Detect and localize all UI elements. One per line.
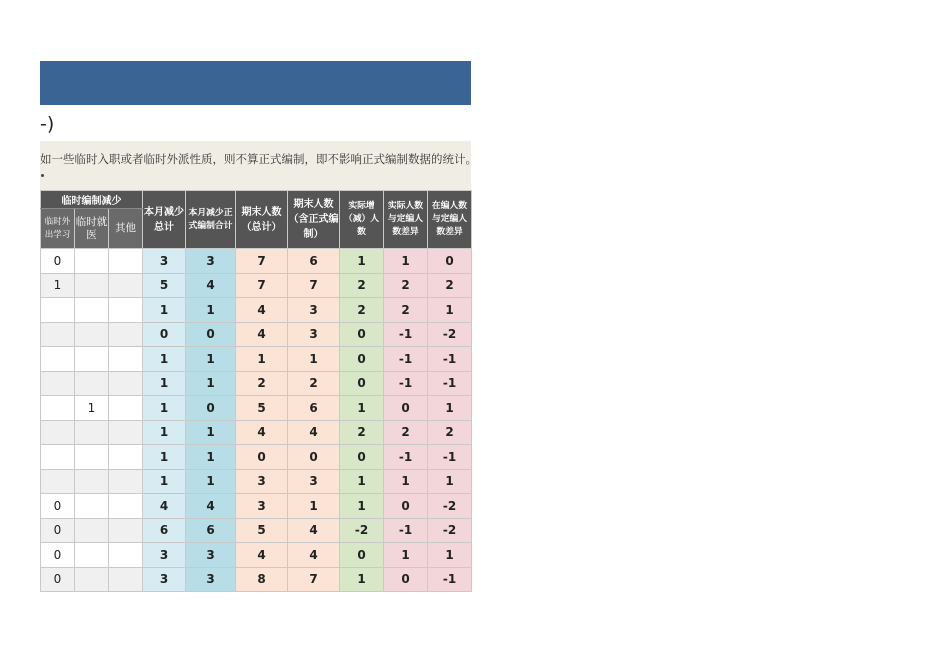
header-sub-study: 临时外出学习 — [41, 209, 75, 249]
header-col-3: 期末人数（总计） — [236, 191, 288, 249]
table-cell: 1 — [340, 567, 384, 592]
table-cell: 1 — [428, 298, 472, 323]
table-cell — [75, 494, 109, 519]
table-cell — [41, 445, 75, 470]
table-cell: 3 — [186, 567, 236, 592]
table-row — [41, 298, 472, 323]
table-body — [41, 249, 472, 592]
table-cell — [75, 469, 109, 494]
table-cell: 1 — [143, 371, 186, 396]
title-banner — [40, 61, 471, 105]
table-cell — [41, 298, 75, 323]
table-cell — [75, 347, 109, 372]
table-cell: 4 — [186, 273, 236, 298]
table-cell — [109, 249, 143, 274]
table-cell — [41, 371, 75, 396]
table-cell: 7 — [236, 273, 288, 298]
table-cell: 4 — [288, 420, 340, 445]
table-cell: 0 — [340, 543, 384, 568]
table-cell — [109, 518, 143, 543]
table-cell: 6 — [288, 396, 340, 421]
header-sub-other: 其他 — [109, 209, 143, 249]
table-row — [41, 469, 472, 494]
table-row — [41, 347, 472, 372]
table-row — [41, 445, 472, 470]
table-cell: -1 — [428, 567, 472, 592]
table-cell — [109, 322, 143, 347]
table-cell — [109, 494, 143, 519]
table-cell: 0 — [384, 567, 428, 592]
table-cell — [41, 347, 75, 372]
table-cell: 1 — [428, 396, 472, 421]
table-cell — [75, 518, 109, 543]
table-cell: 3 — [288, 469, 340, 494]
table-row — [41, 396, 472, 421]
table-cell: 1 — [41, 273, 75, 298]
table-cell — [109, 469, 143, 494]
table-cell: 3 — [143, 567, 186, 592]
table-cell: 0 — [41, 567, 75, 592]
table-cell: 1 — [186, 420, 236, 445]
header-col-2: 本月减少正式编制合计 — [186, 191, 236, 249]
table-cell: 0 — [236, 445, 288, 470]
table-cell: 0 — [340, 445, 384, 470]
table-cell: 1 — [143, 420, 186, 445]
table-cell: 3 — [186, 249, 236, 274]
table-cell: -1 — [384, 518, 428, 543]
table-cell: 1 — [384, 249, 428, 274]
table-cell: 1 — [340, 494, 384, 519]
table-cell: 1 — [428, 469, 472, 494]
header-col-5: 实际增（减）人数 — [340, 191, 384, 249]
table-cell: 6 — [143, 518, 186, 543]
table-cell: 6 — [288, 249, 340, 274]
table-row — [41, 322, 472, 347]
table-cell: 4 — [236, 420, 288, 445]
table-cell — [109, 567, 143, 592]
table-cell: 2 — [384, 298, 428, 323]
header-col-7: 在编人数与定编人数差异 — [428, 191, 472, 249]
table-cell — [75, 249, 109, 274]
table-cell: 4 — [186, 494, 236, 519]
table-cell — [75, 445, 109, 470]
table-cell: 5 — [236, 518, 288, 543]
table-cell: 0 — [428, 249, 472, 274]
table-cell: 0 — [41, 249, 75, 274]
header-col-6: 实际人数与定编人数差异 — [384, 191, 428, 249]
table-cell: -2 — [428, 518, 472, 543]
table-cell: -1 — [384, 347, 428, 372]
table-cell: 1 — [143, 396, 186, 421]
table-row — [41, 371, 472, 396]
section-heading-fragment: -) — [40, 113, 55, 135]
table-cell — [75, 298, 109, 323]
table-cell — [41, 322, 75, 347]
header-sub-medical: 临时就医 — [75, 209, 109, 249]
table-cell: 1 — [384, 469, 428, 494]
table-cell: 1 — [75, 396, 109, 421]
table-cell: 1 — [428, 543, 472, 568]
table-cell: 1 — [143, 469, 186, 494]
table-cell: 7 — [288, 567, 340, 592]
table-cell: 1 — [143, 347, 186, 372]
table-cell: -1 — [384, 371, 428, 396]
table-cell: 3 — [186, 543, 236, 568]
table-cell: 1 — [186, 298, 236, 323]
note-text: 如一些临时入职或者临时外派性质，则不算正式编制，即不影响正式编制数据的统计。 — [40, 152, 477, 166]
table-row — [41, 494, 472, 519]
table-cell — [109, 445, 143, 470]
table-cell: 4 — [288, 518, 340, 543]
table-cell: 2 — [236, 371, 288, 396]
table-cell — [75, 420, 109, 445]
header-temp-reduction: 临时编制减少 — [41, 191, 143, 209]
table-cell — [109, 371, 143, 396]
table-cell: 0 — [340, 322, 384, 347]
table-cell: 1 — [236, 347, 288, 372]
table-cell: 1 — [186, 445, 236, 470]
table-cell: 2 — [384, 420, 428, 445]
table-cell: 5 — [143, 273, 186, 298]
table-cell — [41, 469, 75, 494]
table-cell — [75, 273, 109, 298]
table-cell: 3 — [288, 298, 340, 323]
table-cell: -2 — [340, 518, 384, 543]
table-cell — [75, 322, 109, 347]
table-cell: 2 — [340, 273, 384, 298]
table-cell: 6 — [186, 518, 236, 543]
table-cell: 5 — [236, 396, 288, 421]
staffing-table — [40, 190, 472, 592]
table-cell: 0 — [384, 494, 428, 519]
table-cell: -1 — [428, 445, 472, 470]
table-row — [41, 518, 472, 543]
table-cell: 0 — [340, 347, 384, 372]
table-cell: 1 — [340, 396, 384, 421]
table-cell: -2 — [428, 322, 472, 347]
table-cell: 0 — [41, 518, 75, 543]
table-cell: 3 — [236, 494, 288, 519]
table-cell: 2 — [384, 273, 428, 298]
table-cell: 1 — [340, 469, 384, 494]
table-cell — [109, 273, 143, 298]
table-cell: 3 — [236, 469, 288, 494]
header-col-4: 期末人数（含正式编制） — [288, 191, 340, 249]
table-cell: 1 — [143, 445, 186, 470]
table-cell: 0 — [186, 322, 236, 347]
table-cell: 1 — [143, 298, 186, 323]
bullet-dot — [41, 174, 44, 177]
table-cell: 2 — [288, 371, 340, 396]
table-cell: 0 — [143, 322, 186, 347]
table-cell: 2 — [340, 298, 384, 323]
table-cell: 0 — [340, 371, 384, 396]
table-cell: 3 — [143, 249, 186, 274]
table-cell: 1 — [340, 249, 384, 274]
table-cell: 2 — [428, 420, 472, 445]
table-cell: -2 — [428, 494, 472, 519]
header-col-1: 本月减少总计 — [143, 191, 186, 249]
table-cell — [41, 420, 75, 445]
table-cell: 4 — [236, 322, 288, 347]
table-cell: 1 — [288, 494, 340, 519]
table-cell: 0 — [186, 396, 236, 421]
table-cell — [109, 298, 143, 323]
table-cell: -1 — [428, 347, 472, 372]
table-cell: 1 — [186, 347, 236, 372]
table-row — [41, 420, 472, 445]
table-cell: -1 — [384, 322, 428, 347]
table-cell — [75, 371, 109, 396]
table-cell: 1 — [186, 469, 236, 494]
table-cell: 3 — [143, 543, 186, 568]
table-cell — [109, 347, 143, 372]
table-row — [41, 567, 472, 592]
table-cell: 0 — [41, 494, 75, 519]
table-row — [41, 273, 472, 298]
table-cell — [41, 396, 75, 421]
table-cell: 4 — [236, 298, 288, 323]
table-cell: 0 — [288, 445, 340, 470]
table-cell — [109, 543, 143, 568]
table-cell — [75, 567, 109, 592]
table-cell: -1 — [384, 445, 428, 470]
table-cell: 3 — [288, 322, 340, 347]
table-cell: 0 — [41, 543, 75, 568]
table-cell: 4 — [288, 543, 340, 568]
table-cell: -1 — [428, 371, 472, 396]
table-cell: 4 — [143, 494, 186, 519]
table-cell: 0 — [384, 396, 428, 421]
table-cell: 2 — [428, 273, 472, 298]
table-row — [41, 249, 472, 274]
table-cell: 1 — [186, 371, 236, 396]
table-row — [41, 543, 472, 568]
table-cell: 7 — [288, 273, 340, 298]
table-cell: 1 — [288, 347, 340, 372]
table-cell: 7 — [236, 249, 288, 274]
table-cell: 1 — [384, 543, 428, 568]
table-cell — [75, 543, 109, 568]
table-cell: 4 — [236, 543, 288, 568]
table-cell: 2 — [340, 420, 384, 445]
table-cell — [109, 420, 143, 445]
table-cell: 8 — [236, 567, 288, 592]
table-cell — [109, 396, 143, 421]
